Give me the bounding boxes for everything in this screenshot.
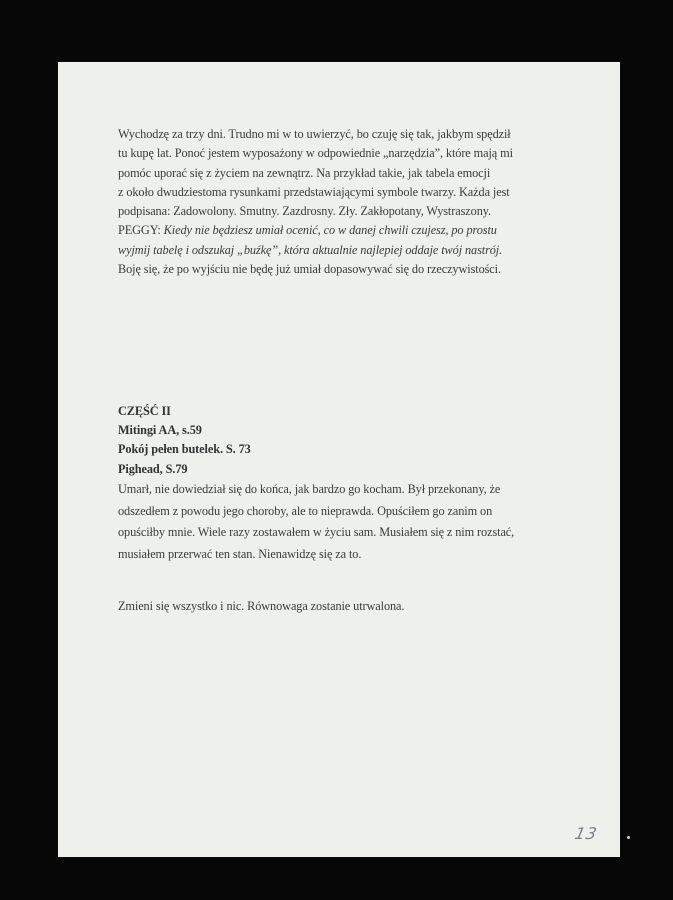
text-line: z około dwudziestoma rysunkami przedstawiającymi symbole twarzy. Każda jest: [118, 184, 510, 199]
speaker-label: PEGGY:: [118, 223, 161, 238]
text-line: tu kupę lat. Ponoć jestem wyposażony w odpowiednie „narzędzia”, które mają mi: [118, 146, 513, 161]
peggy-quote-1: Kiedy nie będziesz umiał ocenić, co w danej chwili czujesz, po prostu: [163, 223, 497, 238]
text-line: pomóc uporać się z życiem na zewnątrz. Na przykład takie, jak tabela emocji: [118, 165, 491, 180]
text-line: podpisana: Zadowolony. Smutny. Zazdrosny. Zły. Zakłopotany, Wystraszony.: [118, 204, 491, 219]
text-line: Boję się, że po wyjściu nie będę już umiał dopasowywać się do rzeczywistości.: [118, 262, 501, 277]
text-line: odszedłem z powodu jego choroby, ale to nieprawda. Opuściłem go zanim on: [118, 503, 493, 518]
section-item: Mitingi AA, s.59: [118, 423, 202, 437]
section-item: Pokój pełen butelek. S. 73: [118, 442, 251, 456]
text-line: Umarł, nie dowiedział się do końca, jak bardzo go kocham. Był przekonany, że: [118, 482, 501, 496]
paragraph-closing: [118, 597, 548, 616]
text-line: Wychodzę za trzy dni. Trudno mi w to uwierzyć, bo czuję się tak, jakbym spędził: [118, 127, 511, 141]
text-line: musiałem przerwać ten stan. Nienawidzę się za to.: [118, 546, 362, 561]
paragraph-intro: [118, 125, 548, 279]
section-item: Pighead, S.79: [118, 462, 188, 476]
paragraph-second: [118, 479, 548, 565]
peggy-line-1: [118, 221, 548, 240]
scan-dust-mark: [627, 836, 630, 839]
text-line: opuściłby mnie. Wiele razy zostawałem w życiu sam. Musiałem się z nim rozstać,: [118, 525, 515, 539]
handwritten-page-number: 13: [572, 824, 600, 843]
text-line: Zmieni się wszystko i nic. Równowaga zostanie utrwalona.: [118, 599, 405, 613]
section-title: CZĘŚĆ II: [118, 404, 171, 418]
peggy-quote-2: wyjmij tabelę i odszukaj „buźkę”, która aktualnie najlepiej oddaje twój nastrój.: [118, 242, 503, 257]
